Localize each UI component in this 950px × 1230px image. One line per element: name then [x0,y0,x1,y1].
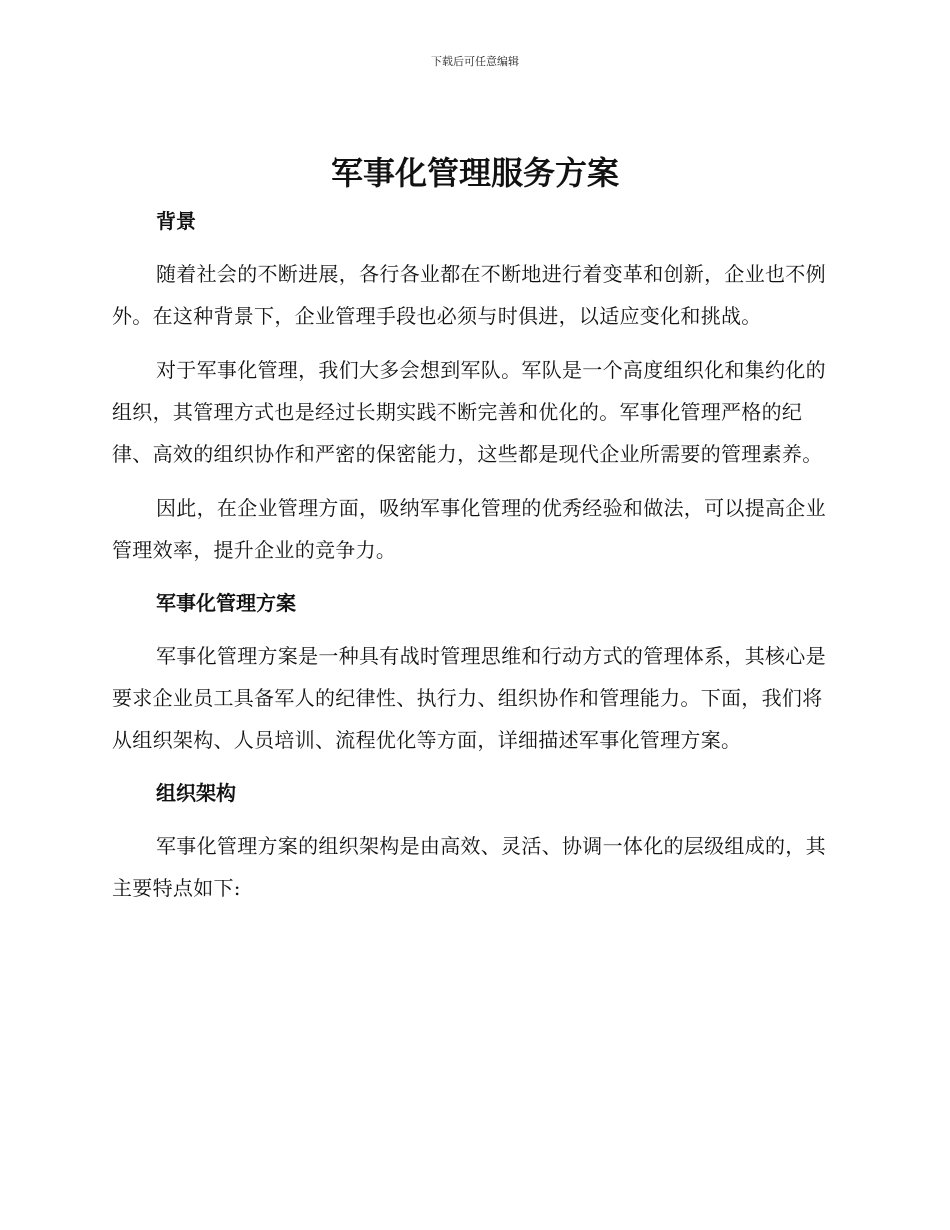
section-heading-organization-structure: 组织架构 [156,781,236,805]
paragraph: 军事化管理方案是一种具有战时管理思维和行动方式的管理体系，其核心是要求企业员工具备军人的纪律性、执行力、组织协作和管理能力。下面，我们将从组织架构、人员培训、流程优化等方面，详细描述军事化管理方案。 [112,644,826,752]
section-heading-background: 背景 [156,209,196,233]
page-header-note: 下载后可任意编辑 [431,55,519,68]
section-heading-military-management-plan: 军事化管理方案 [156,591,296,615]
document-body [112,201,832,909]
paragraph: 因此，在企业管理方面，吸纳军事化管理的优秀经验和做法，可以提高企业管理效率，提升企业的竞争力。 [112,496,826,562]
paragraph: 对于军事化管理，我们大多会想到军队。军队是一个高度组织化和集约化的组织，其管理方式也是经过长期实践不断完善和优化的。军事化管理严格的纪律、高效的组织协作和严密的保密能力，这些都是现代企业所需要的管理素养。 [112,358,826,466]
paragraph: 军事化管理方案的组织架构是由高效、灵活、协调一体化的层级组成的，其主要特点如下: [112,834,826,900]
document-title: 军事化管理服务方案 [330,154,619,192]
paragraph: 随着社会的不断进展，各行各业都在不断地进行着变革和创新，企业也不例外。在这种背景下，企业管理手段也必须与时俱进，以适应变化和挑战。 [112,262,826,328]
